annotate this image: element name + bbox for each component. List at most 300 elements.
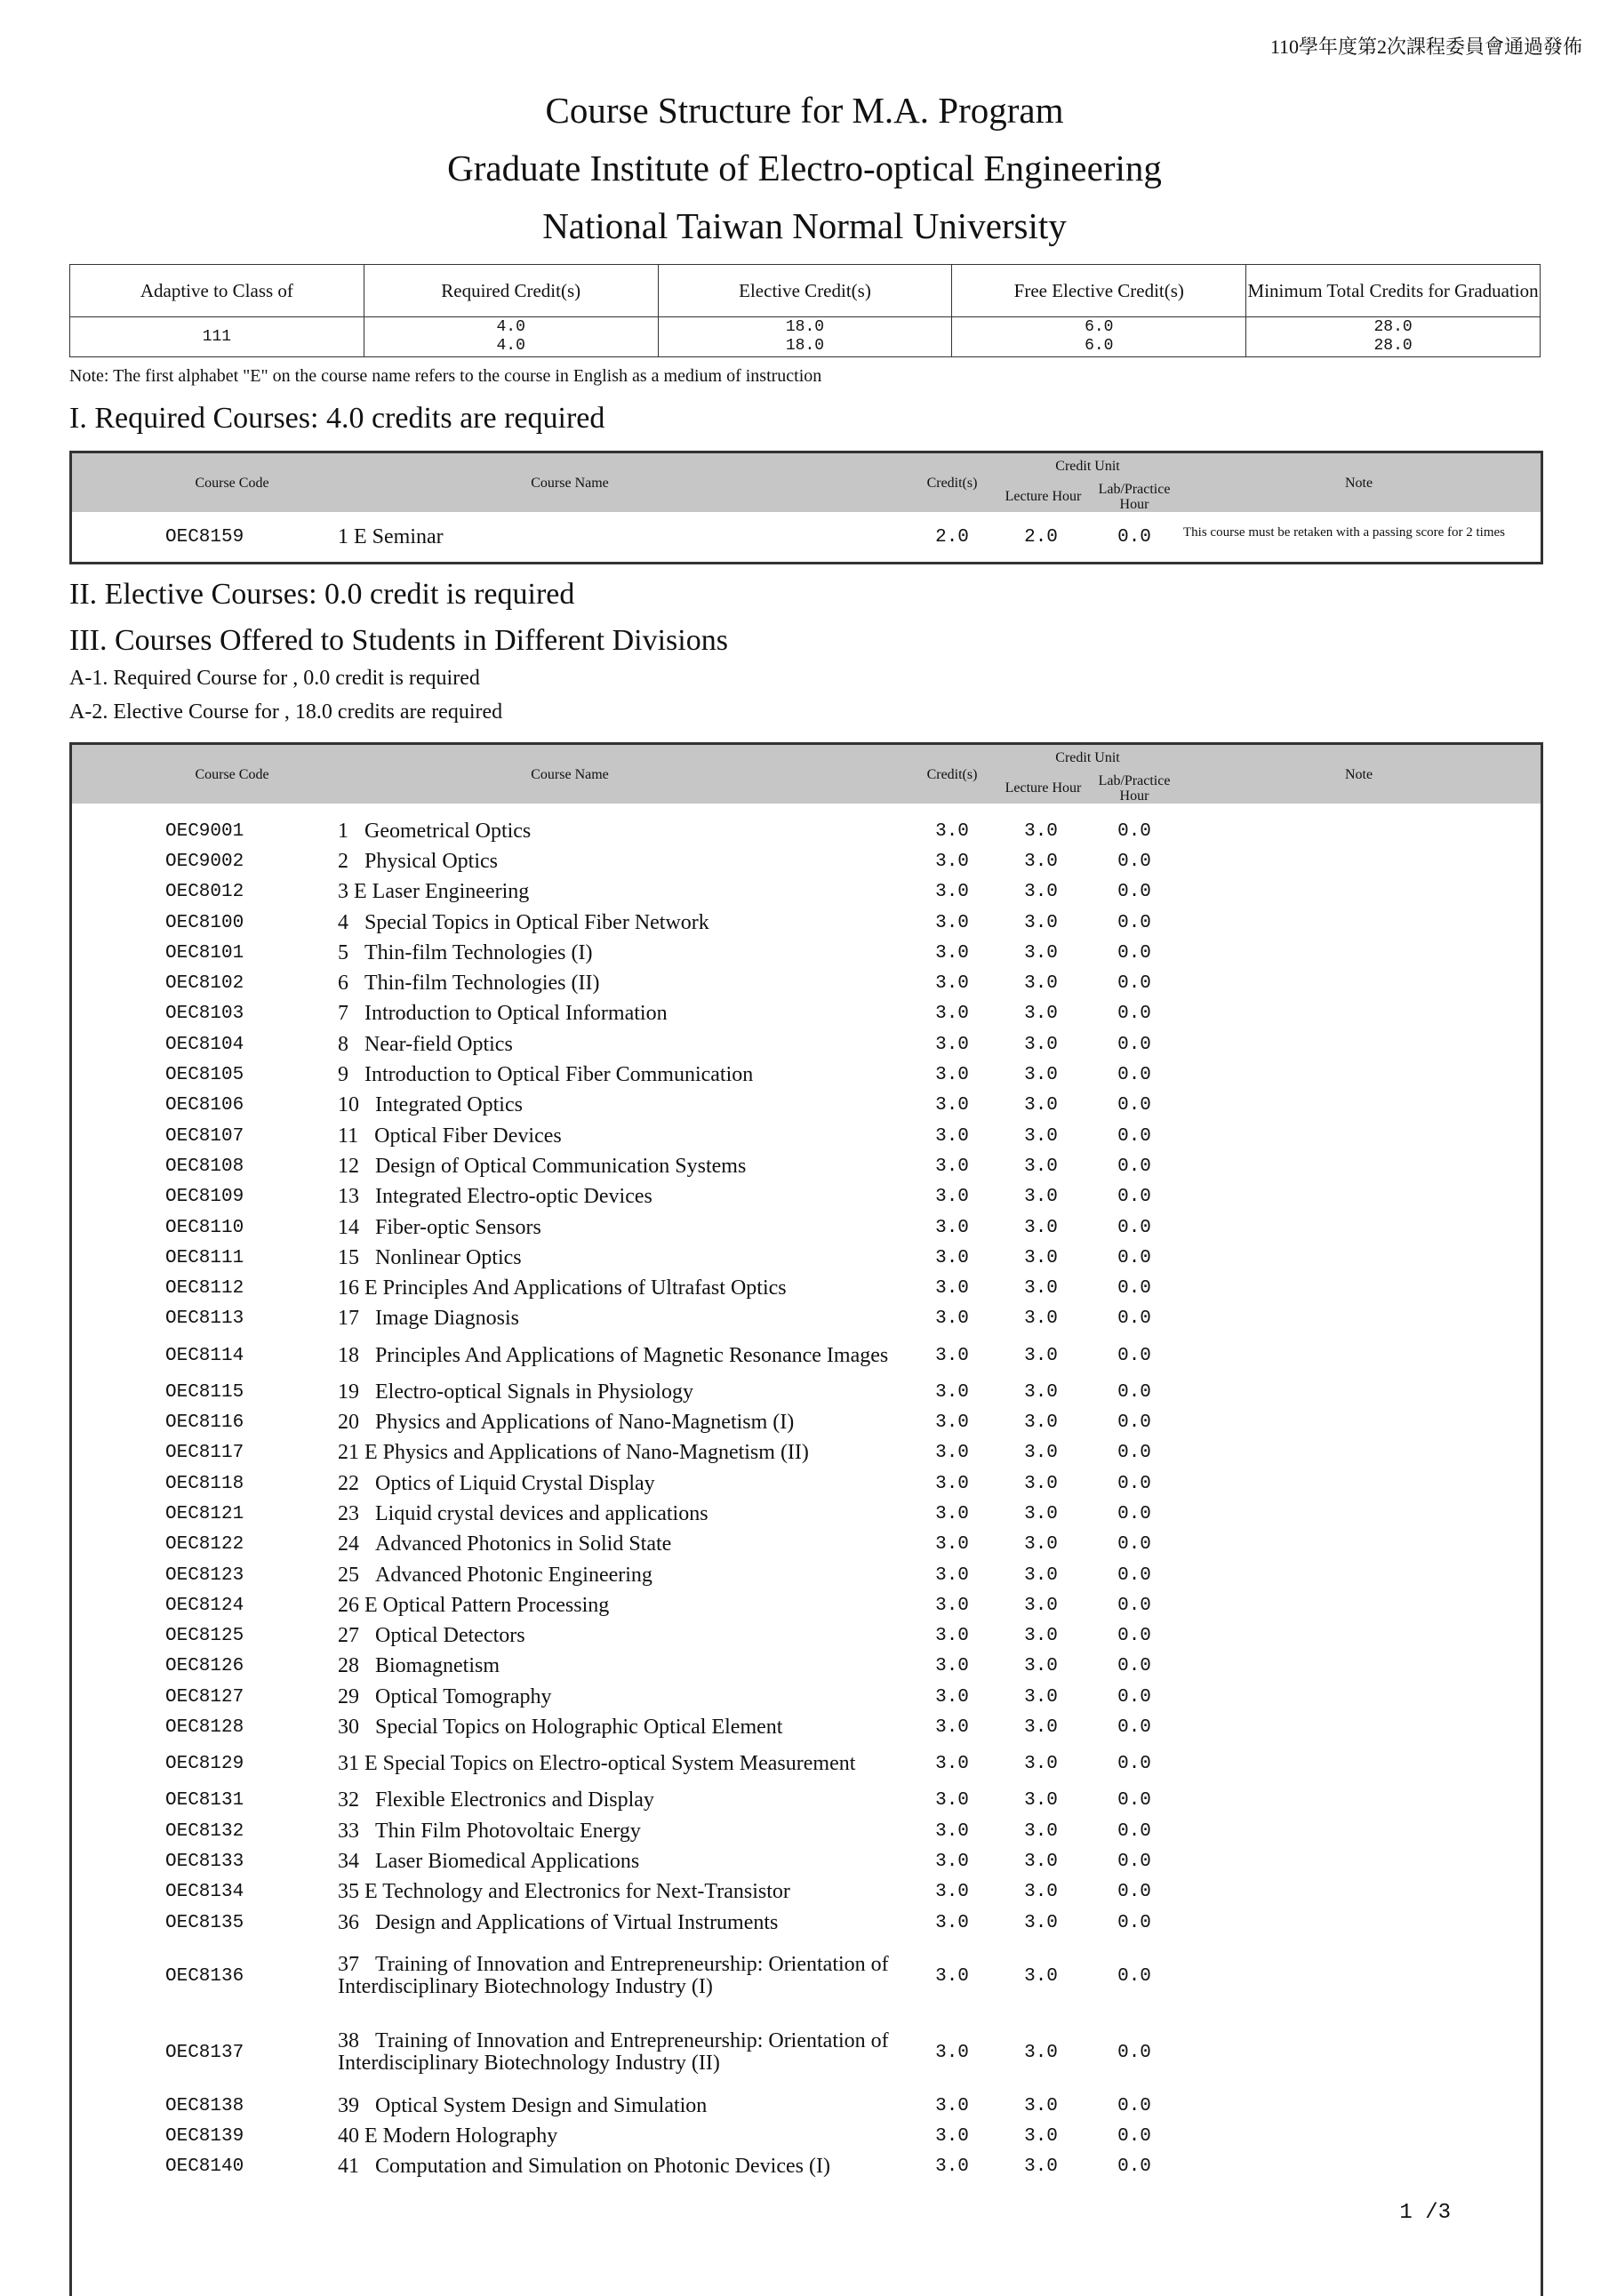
table-row — [72, 1304, 1541, 1334]
course-lab-hour: 0.0 — [1117, 973, 1151, 995]
table-row — [72, 1060, 1541, 1090]
course-credit: 3.0 — [935, 851, 969, 872]
course-code: OEC8104 — [165, 1034, 244, 1055]
course-lab-hour: 0.0 — [1117, 1534, 1151, 1556]
credit-summary-table — [69, 264, 1541, 357]
course-credit: 3.0 — [935, 1912, 969, 1933]
table-row — [72, 1938, 1541, 2014]
course-code: OEC8135 — [165, 1912, 244, 1933]
course-credit: 3.0 — [935, 1247, 969, 1268]
course-lecture-hour: 2.0 — [1024, 526, 1058, 548]
course-lab-hour: 0.0 — [1117, 1125, 1151, 1147]
course-lab-hour: 0.0 — [1117, 851, 1151, 872]
summary-required-value-1: 4.0 — [496, 318, 525, 336]
table-row — [72, 2091, 1541, 2121]
course-lecture-hour: 3.0 — [1024, 1965, 1058, 1987]
course-lecture-hour: 3.0 — [1024, 1345, 1058, 1366]
course-credit: 3.0 — [935, 1443, 969, 1464]
course-name: 35 E Technology and Electronics for Next-Transistor — [338, 1880, 790, 1904]
course-lab-hour: 0.0 — [1117, 1187, 1151, 1208]
summary-header-class: Adaptive to Class of — [70, 265, 364, 317]
elective-courses-table — [69, 742, 1543, 2296]
course-code: OEC8112 — [165, 1278, 244, 1300]
course-code: OEC8138 — [165, 2095, 244, 2116]
course-code: OEC8100 — [165, 912, 244, 933]
course-name: 1 E Seminar — [338, 524, 444, 548]
course-name: 6 Thin-film Technologies (II) — [338, 972, 600, 996]
course-credit: 3.0 — [935, 1381, 969, 1403]
course-lab-hour: 0.0 — [1117, 1595, 1151, 1616]
table-row — [72, 1530, 1541, 1560]
course-credit: 3.0 — [935, 1345, 969, 1366]
course-name: 41 Computation and Simulation on Photonic Devices (I) — [338, 2155, 830, 2179]
course-name: 11 Optical Fiber Devices — [338, 1124, 562, 1148]
course-name: 24 Advanced Photonics in Solid State — [338, 1532, 672, 1556]
table-row — [72, 2122, 1541, 2152]
header-credits: Credit(s) — [926, 767, 978, 782]
summary-elective-value-1: 18.0 — [785, 318, 825, 336]
course-name: 21 E Physics and Applications of Nano-Magnetism (II) — [338, 1441, 809, 1465]
course-code: OEC8122 — [165, 1534, 244, 1556]
course-code: OEC8137 — [165, 2042, 244, 2063]
language-note: Note: The first alphabet "E" on the course name refers to the course in English as a medium of instruction — [69, 366, 822, 386]
course-name: 20 Physics and Applications of Nano-Magnetism (I) — [338, 1411, 795, 1435]
course-credit: 3.0 — [935, 2156, 969, 2178]
table-row — [72, 1816, 1541, 1846]
table-row — [72, 1590, 1541, 1620]
table-row — [72, 1377, 1541, 1407]
table-row — [72, 1212, 1541, 1243]
header-credit-unit: Credit Unit — [1055, 459, 1120, 474]
course-lab-hour: 0.0 — [1117, 2156, 1151, 2178]
table-row — [72, 1499, 1541, 1529]
course-code: OEC9001 — [165, 820, 244, 842]
header-credits: Credit(s) — [926, 476, 978, 491]
course-lecture-hour: 3.0 — [1024, 1004, 1058, 1025]
course-lab-hour: 0.0 — [1117, 1820, 1151, 1842]
course-lab-hour: 0.0 — [1117, 1626, 1151, 1647]
header-note: Note — [1344, 476, 1373, 491]
header-credit-unit: Credit Unit — [1055, 750, 1120, 765]
course-lecture-hour: 3.0 — [1024, 1381, 1058, 1403]
table-row — [72, 1029, 1541, 1060]
course-name: 26 E Optical Pattern Processing — [338, 1593, 610, 1617]
course-credit: 3.0 — [935, 1656, 969, 1677]
course-credit: 3.0 — [935, 912, 969, 933]
course-code: OEC8132 — [165, 1820, 244, 1842]
table-row — [72, 1091, 1541, 1121]
course-lecture-hour: 3.0 — [1024, 973, 1058, 995]
course-code: OEC8139 — [165, 2126, 244, 2148]
course-code: OEC8107 — [165, 1125, 244, 1147]
course-name: 34 Laser Biomedical Applications — [338, 1849, 640, 1873]
header-note: Note — [1344, 767, 1373, 782]
course-credit: 3.0 — [935, 1686, 969, 1708]
course-credit: 3.0 — [935, 882, 969, 903]
course-credit: 3.0 — [935, 1851, 969, 1872]
course-lab-hour: 0.0 — [1117, 1345, 1151, 1366]
course-lab-hour: 0.0 — [1117, 882, 1151, 903]
course-lab-hour: 0.0 — [1117, 1656, 1151, 1677]
header-lab-hour: Lab/Practice Hour — [1098, 482, 1171, 512]
summary-free-elective-value-2: 6.0 — [1085, 337, 1114, 355]
course-credit: 3.0 — [935, 1187, 969, 1208]
table-row — [72, 1151, 1541, 1181]
course-credit: 3.0 — [935, 820, 969, 842]
course-code: OEC8124 — [165, 1595, 244, 1616]
course-lab-hour: 0.0 — [1117, 1004, 1151, 1025]
course-name: 5 Thin-film Technologies (I) — [338, 940, 593, 964]
table-row — [72, 1682, 1541, 1712]
table-row — [72, 1560, 1541, 1590]
course-credit: 3.0 — [935, 1217, 969, 1238]
course-lecture-hour: 3.0 — [1024, 1443, 1058, 1464]
course-name: 30 Special Topics on Holographic Optical Element — [338, 1716, 783, 1740]
table-row — [72, 1438, 1541, 1468]
course-name: 19 Electro-optical Signals in Physiology — [338, 1380, 693, 1404]
course-lecture-hour: 3.0 — [1024, 1717, 1058, 1739]
course-lecture-hour: 3.0 — [1024, 2126, 1058, 2148]
summary-header-required: Required Credit(s) — [364, 265, 658, 317]
course-lab-hour: 0.0 — [1117, 912, 1151, 933]
course-credit: 3.0 — [935, 1965, 969, 1987]
course-code: OEC8118 — [165, 1473, 244, 1494]
course-credit: 3.0 — [935, 1412, 969, 1434]
course-lecture-hour: 3.0 — [1024, 1790, 1058, 1812]
course-lab-hour: 0.0 — [1117, 1412, 1151, 1434]
table-row — [72, 512, 1541, 562]
course-name: 22 Optics of Liquid Crystal Display — [338, 1471, 655, 1495]
course-lecture-hour: 3.0 — [1024, 1686, 1058, 1708]
course-lab-hour: 0.0 — [1117, 1503, 1151, 1524]
course-code: OEC8159 — [165, 526, 244, 548]
course-lecture-hour: 3.0 — [1024, 2095, 1058, 2116]
course-credit: 3.0 — [935, 2042, 969, 2063]
course-lecture-hour: 3.0 — [1024, 1034, 1058, 1055]
course-lecture-hour: 3.0 — [1024, 1882, 1058, 1903]
title-line-2: Graduate Institute of Electro-optical Engineering — [447, 148, 1162, 188]
course-name: 23 Liquid crystal devices and applications — [338, 1501, 708, 1525]
course-credit: 3.0 — [935, 1065, 969, 1086]
course-name: 10 Integrated Optics — [338, 1093, 523, 1117]
course-name: 37 Training of Innovation and Entrepreneurship: Orientation of Interdisciplinary Biotechnology Industry (I) — [338, 1953, 889, 1999]
course-lab-hour: 0.0 — [1117, 1882, 1151, 1903]
course-name: 39 Optical System Design and Simulation — [338, 2093, 708, 2117]
table-header — [72, 453, 1541, 512]
course-credit: 3.0 — [935, 1564, 969, 1586]
table-row — [72, 1743, 1541, 1786]
course-name: 2 Physical Optics — [338, 849, 498, 873]
header-course-code: Course Code — [195, 476, 269, 491]
course-lecture-hour: 3.0 — [1024, 1473, 1058, 1494]
course-lecture-hour: 3.0 — [1024, 942, 1058, 964]
course-lecture-hour: 3.0 — [1024, 1412, 1058, 1434]
course-lab-hour: 0.0 — [1117, 1851, 1151, 1872]
table-row — [72, 877, 1541, 908]
course-name: 12 Design of Optical Communication Systems — [338, 1154, 747, 1178]
course-code: OEC8113 — [165, 1308, 244, 1330]
table-row — [72, 1652, 1541, 1682]
course-code: OEC8103 — [165, 1004, 244, 1025]
course-credit: 3.0 — [935, 1278, 969, 1300]
course-lecture-hour: 3.0 — [1024, 1247, 1058, 1268]
course-code: OEC8102 — [165, 973, 244, 995]
table-row — [72, 1182, 1541, 1212]
summary-class-of: 111 — [70, 317, 364, 357]
summary-elective — [658, 317, 952, 357]
header-lab-hour: Lab/Practice Hour — [1098, 773, 1171, 804]
course-name: 4 Special Topics in Optical Fiber Network — [338, 910, 709, 934]
course-name: 18 Principles And Applications of Magnetic Resonance Images — [338, 1343, 889, 1367]
table-row — [72, 1407, 1541, 1437]
table-row — [72, 2014, 1541, 2091]
divisions-heading: III. Courses Offered to Students in Different Divisions — [69, 624, 728, 657]
course-code: OEC8125 — [165, 1626, 244, 1647]
course-credit: 3.0 — [935, 1820, 969, 1842]
course-lecture-hour: 3.0 — [1024, 1851, 1058, 1872]
table-row — [72, 846, 1541, 876]
course-lecture-hour: 3.0 — [1024, 1308, 1058, 1330]
course-lab-hour: 0.0 — [1117, 1965, 1151, 1987]
course-lab-hour: 0.0 — [1117, 1443, 1151, 1464]
title-line-1: Course Structure for M.A. Program — [545, 90, 1064, 131]
table-row — [72, 816, 1541, 846]
course-credit: 3.0 — [935, 1095, 969, 1116]
course-code: OEC8131 — [165, 1790, 244, 1812]
course-code: OEC8123 — [165, 1564, 244, 1586]
table-row — [72, 969, 1541, 999]
table-row — [72, 1274, 1541, 1304]
header-course-code: Course Code — [195, 767, 269, 782]
course-name: 27 Optical Detectors — [338, 1624, 525, 1648]
header-lecture-hour: Lecture Hour — [1005, 780, 1082, 796]
approval-note: 110學年度第2次課程委員會通過發佈 — [1269, 36, 1582, 58]
course-lab-hour: 0.0 — [1117, 1717, 1151, 1739]
course-lab-hour: 0.0 — [1117, 1912, 1151, 1933]
course-credit: 3.0 — [935, 1503, 969, 1524]
course-credit: 3.0 — [935, 1308, 969, 1330]
course-credit: 3.0 — [935, 1882, 969, 1903]
table-row — [72, 1846, 1541, 1876]
course-credit: 3.0 — [935, 973, 969, 995]
course-lab-hour: 0.0 — [1117, 526, 1151, 548]
table-row — [72, 908, 1541, 938]
course-lab-hour: 0.0 — [1117, 2126, 1151, 2148]
course-lab-hour: 0.0 — [1117, 1247, 1151, 1268]
course-code: OEC8105 — [165, 1065, 244, 1086]
course-lecture-hour: 3.0 — [1024, 912, 1058, 933]
course-credit: 3.0 — [935, 1034, 969, 1055]
course-credit: 3.0 — [935, 2126, 969, 2148]
course-lecture-hour: 3.0 — [1024, 1534, 1058, 1556]
course-name: 29 Optical Tomography — [338, 1684, 552, 1708]
course-lab-hour: 0.0 — [1117, 1790, 1151, 1812]
course-name: 1 Geometrical Optics — [338, 819, 532, 843]
course-name: 16 E Principles And Applications of Ultrafast Optics — [338, 1276, 787, 1300]
table-row — [72, 1621, 1541, 1652]
course-lab-hour: 0.0 — [1117, 1278, 1151, 1300]
course-code: OEC8012 — [165, 882, 244, 903]
course-code: OEC8126 — [165, 1656, 244, 1677]
table-row — [72, 1877, 1541, 1908]
required-division-heading: A-1. Required Course for , 0.0 credit is required — [69, 667, 480, 690]
course-code: OEC8117 — [165, 1443, 244, 1464]
course-lecture-hour: 3.0 — [1024, 1125, 1058, 1147]
required-courses-table — [69, 451, 1543, 564]
title-line-3: National Taiwan Normal University — [542, 205, 1067, 246]
elective-courses-heading: II. Elective Courses: 0.0 credit is required — [69, 578, 575, 611]
table-row — [72, 1243, 1541, 1273]
course-lab-hour: 0.0 — [1117, 1564, 1151, 1586]
course-code: OEC8116 — [165, 1412, 244, 1434]
course-name: 32 Flexible Electronics and Display — [338, 1788, 654, 1812]
required-courses-heading: I. Required Courses: 4.0 credits are required — [69, 402, 605, 435]
course-lecture-hour: 3.0 — [1024, 1278, 1058, 1300]
course-name: 15 Nonlinear Optics — [338, 1245, 522, 1269]
course-lab-hour: 0.0 — [1117, 1381, 1151, 1403]
course-name: 33 Thin Film Photovoltaic Energy — [338, 1819, 641, 1843]
course-code: OEC8133 — [165, 1851, 244, 1872]
course-lecture-hour: 3.0 — [1024, 2042, 1058, 2063]
course-lab-hour: 0.0 — [1117, 1686, 1151, 1708]
course-credit: 3.0 — [935, 1754, 969, 1775]
course-code: OEC9002 — [165, 851, 244, 872]
course-name: 31 E Special Topics on Electro-optical System Measurement — [338, 1752, 856, 1776]
course-code: OEC8115 — [165, 1381, 244, 1403]
course-lecture-hour: 3.0 — [1024, 820, 1058, 842]
summary-header-minimum-total: Minimum Total Credits for Graduation — [1246, 265, 1541, 317]
course-lecture-hour: 3.0 — [1024, 1626, 1058, 1647]
summary-elective-value-2: 18.0 — [785, 337, 825, 355]
course-lecture-hour: 3.0 — [1024, 882, 1058, 903]
course-credit: 3.0 — [935, 1156, 969, 1177]
course-code: OEC8111 — [165, 1247, 244, 1268]
course-lab-hour: 0.0 — [1117, 1095, 1151, 1116]
table-row — [72, 1712, 1541, 1742]
summary-header-elective: Elective Credit(s) — [658, 265, 952, 317]
course-credit: 3.0 — [935, 2095, 969, 2116]
course-credit: 3.0 — [935, 1534, 969, 1556]
course-lecture-hour: 3.0 — [1024, 1156, 1058, 1177]
table-row — [72, 1121, 1541, 1151]
course-code: OEC8110 — [165, 1217, 244, 1238]
course-lab-hour: 0.0 — [1117, 1473, 1151, 1494]
page-number: 1 /3 — [1399, 2201, 1451, 2225]
table-row — [72, 2152, 1541, 2182]
course-code: OEC8136 — [165, 1965, 244, 1987]
course-name: 8 Near-field Optics — [338, 1032, 513, 1056]
course-code: OEC8109 — [165, 1187, 244, 1208]
course-credit: 3.0 — [935, 1790, 969, 1812]
course-name: 13 Integrated Electro-optic Devices — [338, 1185, 652, 1209]
course-lecture-hour: 3.0 — [1024, 1595, 1058, 1616]
course-lab-hour: 0.0 — [1117, 1217, 1151, 1238]
course-lecture-hour: 3.0 — [1024, 1217, 1058, 1238]
course-lecture-hour: 3.0 — [1024, 1065, 1058, 1086]
course-code: OEC8128 — [165, 1717, 244, 1739]
course-credit: 3.0 — [935, 1004, 969, 1025]
course-name: 14 Fiber-optic Sensors — [338, 1215, 541, 1239]
course-lab-hour: 0.0 — [1117, 2095, 1151, 2116]
course-code: OEC8114 — [165, 1345, 244, 1366]
table-row — [72, 1468, 1541, 1499]
table-row — [72, 1908, 1541, 1938]
course-lab-hour: 0.0 — [1117, 1308, 1151, 1330]
course-name: 17 Image Diagnosis — [338, 1307, 519, 1331]
course-lab-hour: 0.0 — [1117, 820, 1151, 842]
course-credit: 3.0 — [935, 942, 969, 964]
course-credit: 3.0 — [935, 1595, 969, 1616]
summary-required — [364, 317, 658, 357]
course-code: OEC8134 — [165, 1882, 244, 1903]
summary-header-free-elective: Free Elective Credit(s) — [952, 265, 1246, 317]
course-lecture-hour: 3.0 — [1024, 1503, 1058, 1524]
course-note: This course must be retaken with a passing score for 2 times — [1183, 524, 1505, 540]
course-code: OEC8121 — [165, 1503, 244, 1524]
table-row — [72, 999, 1541, 1029]
summary-free-elective — [952, 317, 1246, 357]
course-credit: 2.0 — [935, 526, 969, 548]
course-code: OEC8129 — [165, 1754, 244, 1775]
course-name: 25 Advanced Photonic Engineering — [338, 1563, 652, 1587]
course-credit: 3.0 — [935, 1473, 969, 1494]
course-lab-hour: 0.0 — [1117, 1156, 1151, 1177]
header-course-name: Course Name — [531, 476, 609, 491]
summary-minimum-total — [1246, 317, 1541, 357]
course-lecture-hour: 3.0 — [1024, 851, 1058, 872]
course-credit: 3.0 — [935, 1717, 969, 1739]
course-code: OEC8106 — [165, 1095, 244, 1116]
table-row — [72, 1334, 1541, 1377]
table-row — [72, 1786, 1541, 1816]
summary-minimum-total-value-1: 28.0 — [1373, 318, 1413, 336]
course-name: 40 E Modern Holography — [338, 2124, 558, 2148]
header-course-name: Course Name — [531, 767, 609, 782]
summary-minimum-total-value-2: 28.0 — [1373, 337, 1413, 355]
summary-free-elective-value-1: 6.0 — [1085, 318, 1114, 336]
course-code: OEC8108 — [165, 1156, 244, 1177]
course-name: 3 E Laser Engineering — [338, 880, 530, 904]
course-lecture-hour: 3.0 — [1024, 1912, 1058, 1933]
course-lecture-hour: 3.0 — [1024, 1656, 1058, 1677]
course-lecture-hour: 3.0 — [1024, 2156, 1058, 2178]
course-name: 7 Introduction to Optical Information — [338, 1002, 668, 1026]
table-row — [72, 938, 1541, 968]
course-code: OEC8140 — [165, 2156, 244, 2178]
course-lab-hour: 0.0 — [1117, 1754, 1151, 1775]
table-header — [72, 745, 1541, 804]
course-name: 38 Training of Innovation and Entrepreneurship: Orientation of Interdisciplinary Biotechnology Industry (II) — [338, 2029, 889, 2076]
course-lab-hour: 0.0 — [1117, 2042, 1151, 2063]
course-credit: 3.0 — [935, 1626, 969, 1647]
course-name: 36 Design and Applications of Virtual Instruments — [338, 1910, 779, 1934]
elective-division-heading: A-2. Elective Course for , 18.0 credits are required — [69, 700, 503, 724]
course-lab-hour: 0.0 — [1117, 942, 1151, 964]
course-name: 28 Biomagnetism — [338, 1654, 500, 1678]
course-credit: 3.0 — [935, 1125, 969, 1147]
course-lecture-hour: 3.0 — [1024, 1564, 1058, 1586]
course-lecture-hour: 3.0 — [1024, 1095, 1058, 1116]
course-lab-hour: 0.0 — [1117, 1034, 1151, 1055]
course-code: OEC8101 — [165, 942, 244, 964]
course-code: OEC8127 — [165, 1686, 244, 1708]
course-lab-hour: 0.0 — [1117, 1065, 1151, 1086]
course-lecture-hour: 3.0 — [1024, 1754, 1058, 1775]
course-name: 9 Introduction to Optical Fiber Communication — [338, 1063, 754, 1087]
course-lecture-hour: 3.0 — [1024, 1187, 1058, 1208]
course-lecture-hour: 3.0 — [1024, 1820, 1058, 1842]
summary-required-value-2: 4.0 — [496, 337, 525, 355]
